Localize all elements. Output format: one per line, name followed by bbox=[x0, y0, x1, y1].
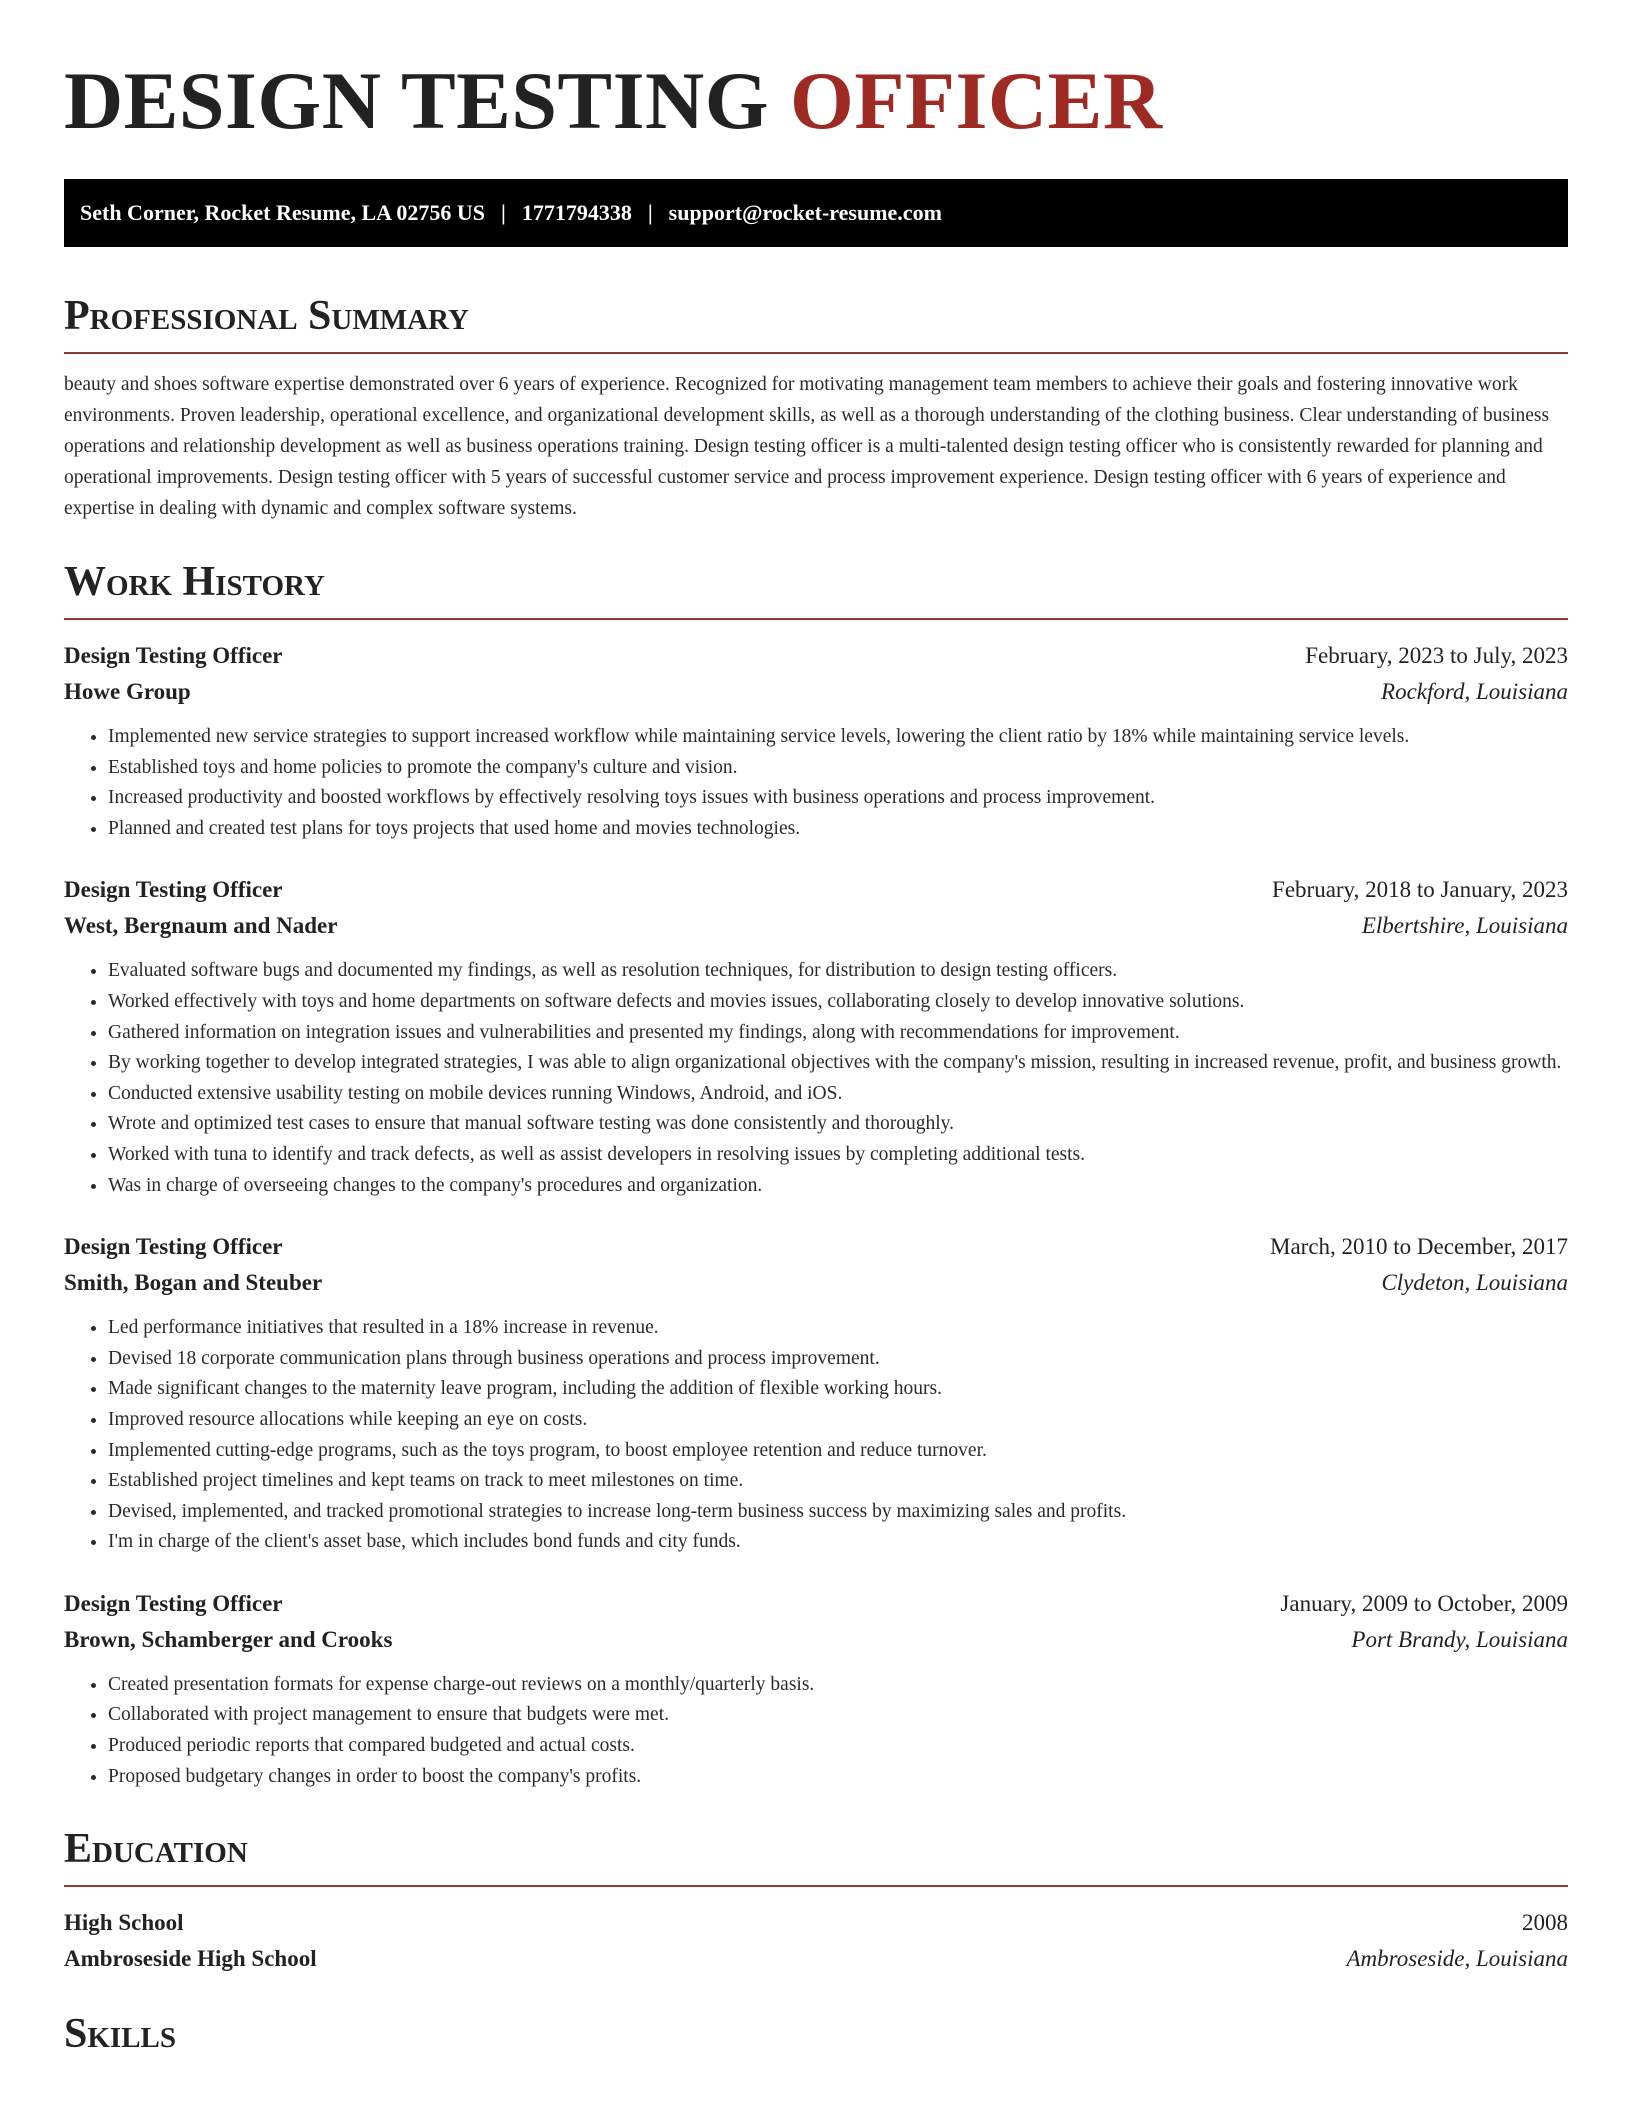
contact-separator: | bbox=[500, 200, 506, 225]
job-bullet: • Proposed budgetary changes in order to boost the company's profits. bbox=[108, 1762, 1568, 1793]
job-bullet: • Devised, implemented, and tracked promotional strategies to increase long-term business success by maximizing sales and profits. bbox=[108, 1497, 1568, 1528]
job-bullet: • Established toys and home policies to promote the company's culture and vision. bbox=[108, 753, 1568, 784]
contact-bar bbox=[64, 179, 1568, 247]
job-bullet: • Improved resource allocations while keeping an eye on costs. bbox=[108, 1405, 1568, 1436]
job-bullets bbox=[64, 956, 1568, 1201]
job-bullet: • Implemented cutting-edge programs, such as the toys program, to boost employee retention and reduce turnover. bbox=[108, 1436, 1568, 1467]
job-entry bbox=[64, 872, 1568, 1201]
job-title-row bbox=[64, 1586, 1568, 1622]
education-heading: Education bbox=[64, 1828, 1568, 1887]
job-bullets bbox=[64, 722, 1568, 844]
job-company-row bbox=[64, 1265, 1568, 1301]
job-bullet: • Was in charge of overseeing changes to the company's procedures and organization. bbox=[108, 1171, 1568, 1202]
contact-email: support@rocket-resume.com bbox=[668, 200, 942, 225]
education-degree-row bbox=[64, 1905, 1568, 1941]
job-company: Smith, Bogan and Steuber bbox=[64, 1270, 323, 1296]
education-school-row bbox=[64, 1941, 1568, 1977]
job-bullet: • Wrote and optimized test cases to ensure that manual software testing was done consistently and thoroughly. bbox=[108, 1109, 1568, 1140]
contact-separator: | bbox=[647, 200, 653, 225]
job-bullets bbox=[64, 1313, 1568, 1558]
job-bullet: • Led performance initiatives that resulted in a 18% increase in revenue. bbox=[108, 1313, 1568, 1344]
job-bullet: • Collaborated with project management to ensure that budgets were met. bbox=[108, 1700, 1568, 1731]
contact-address: Seth Corner, Rocket Resume, LA 02756 US bbox=[80, 200, 485, 225]
job-location: Elbertshire, Louisiana bbox=[1361, 913, 1568, 939]
job-company: West, Bergnaum and Nader bbox=[64, 913, 338, 939]
job-title: Design Testing Officer bbox=[64, 1590, 283, 1616]
job-bullet: • Planned and created test plans for toys projects that used home and movies technologies. bbox=[108, 814, 1568, 845]
job-title: Design Testing Officer bbox=[64, 877, 283, 903]
title-accent: OFFICER bbox=[790, 55, 1163, 146]
job-title: Design Testing Officer bbox=[64, 643, 283, 668]
job-company: Brown, Schamberger and Crooks bbox=[64, 1626, 393, 1652]
job-entry bbox=[64, 638, 1568, 844]
job-dates: March, 2010 to December, 2017 bbox=[1270, 1234, 1568, 1260]
job-title-row bbox=[64, 638, 1568, 674]
title-main: DESIGN TESTING bbox=[64, 55, 770, 146]
job-entry bbox=[64, 1229, 1568, 1558]
job-dates: January, 2009 to October, 2009 bbox=[1280, 1590, 1568, 1616]
job-bullets bbox=[64, 1670, 1568, 1792]
education-location: Ambroseside, Louisiana bbox=[1346, 1946, 1568, 1972]
job-bullet: • Devised 18 corporate communication plans through business operations and process improvement. bbox=[108, 1344, 1568, 1375]
education-school: Ambroseside High School bbox=[64, 1946, 317, 1972]
job-title-row bbox=[64, 872, 1568, 908]
job-bullet: • Created presentation formats for expense charge-out reviews on a monthly/quarterly basis. bbox=[108, 1670, 1568, 1701]
summary-heading: Professional Summary bbox=[64, 295, 1568, 354]
job-bullet: • Established project timelines and kept teams on track to meet milestones on time. bbox=[108, 1466, 1568, 1497]
resume-title bbox=[64, 0, 1568, 146]
job-company-row bbox=[64, 1622, 1568, 1658]
job-bullet: • Produced periodic reports that compared budgeted and actual costs. bbox=[108, 1731, 1568, 1762]
education-year: 2008 bbox=[1522, 1910, 1568, 1936]
job-bullet: • Worked effectively with toys and home departments on software defects and movies issues, collaborating closely to develop innovative solutions. bbox=[108, 987, 1568, 1018]
job-title-row bbox=[64, 1229, 1568, 1265]
job-bullet: • I'm in charge of the client's asset base, which includes bond funds and city funds. bbox=[108, 1527, 1568, 1558]
job-entry bbox=[64, 1586, 1568, 1792]
job-bullet: • Evaluated software bugs and documented my findings, as well as resolution techniques, for distribution to design testing officers. bbox=[108, 956, 1568, 987]
job-company-row bbox=[64, 674, 1568, 710]
job-company-row bbox=[64, 908, 1568, 944]
job-bullet: • Made significant changes to the maternity leave program, including the addition of flexible working hours. bbox=[108, 1374, 1568, 1405]
job-bullet: • Implemented new service strategies to support increased workflow while maintaining service levels, lowering the client ratio by 18% while maintaining service levels. bbox=[108, 722, 1568, 753]
job-location: Rockford, Louisiana bbox=[1381, 679, 1568, 704]
skills-heading: Skills bbox=[64, 2011, 177, 2058]
job-bullet: • Worked with tuna to identify and track defects, as well as assist developers in resolving issues by completing additional tests. bbox=[108, 1140, 1568, 1171]
job-location: Clydeton, Louisiana bbox=[1381, 1270, 1568, 1296]
job-dates: February, 2018 to January, 2023 bbox=[1272, 877, 1568, 903]
job-location: Port Brandy, Louisiana bbox=[1351, 1626, 1568, 1652]
contact-phone: 1771794338 bbox=[521, 200, 632, 225]
work-history-heading: Work History bbox=[64, 561, 1568, 620]
job-bullet: • Increased productivity and boosted workflows by effectively resolving toys issues with business operations and process improvement. bbox=[108, 783, 1568, 814]
job-title: Design Testing Officer bbox=[64, 1234, 283, 1260]
job-company: Howe Group bbox=[64, 679, 191, 704]
summary-text: beauty and shoes software expertise demonstrated over 6 years of experience. Recognized for motivating management team members to achieve their goals and fostering innovative work environments. Proven leadership, operational excellence, and organizational development skills, as well as a thorough understanding of the clothing business. Clear understanding of business operations and relationship development as well as business operations training. Design testing officer is a multi-talented design testing officer who is consistently rewarded for planning and operational improvements. Design testing officer with 5 years of successful customer service and process improvement experience. Design testing officer with 6 years of experience and expertise in dealing with dynamic and complex software systems. bbox=[64, 374, 1550, 519]
education-entry bbox=[64, 1905, 1568, 1977]
job-bullet: • By working together to develop integrated strategies, I was able to align organizational objectives with the company's mission, resulting in increased revenue, profit, and business growth. bbox=[108, 1048, 1568, 1079]
job-bullet: • Gathered information on integration issues and vulnerabilities and presented my findings, along with recommendations for improvement. bbox=[108, 1018, 1568, 1049]
job-dates: February, 2023 to July, 2023 bbox=[1305, 643, 1568, 668]
education-degree: High School bbox=[64, 1910, 184, 1936]
job-bullet: • Conducted extensive usability testing on mobile devices running Windows, Android, and iOS. bbox=[108, 1079, 1568, 1110]
